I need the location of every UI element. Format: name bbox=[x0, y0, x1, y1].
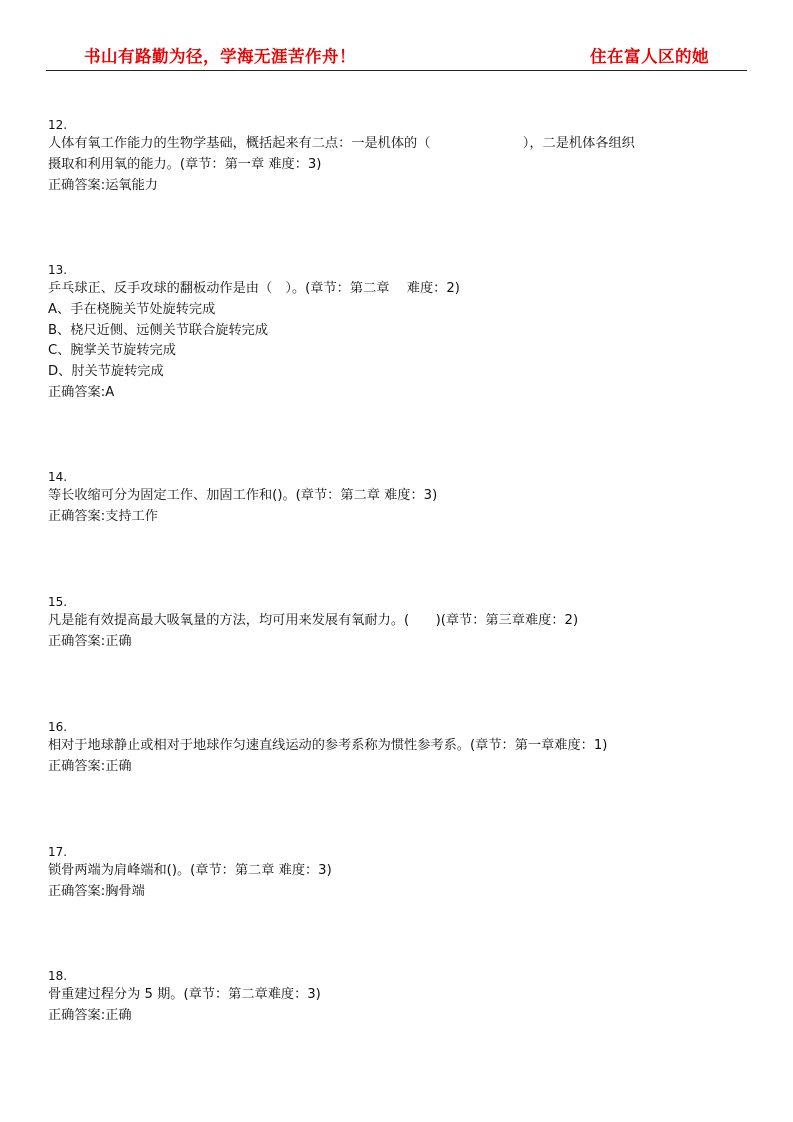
question-stem: 相对于地球静止或相对于地球作匀速直线运动的参考系称为惯性参考系。(章节：第一章难度：1) bbox=[48, 738, 608, 753]
question-stem: 锁骨两端为肩峰端和()。(章节：第二章 难度：3) bbox=[48, 863, 332, 878]
question-13 bbox=[48, 261, 758, 404]
answer: 正确答案:正确 bbox=[48, 758, 132, 774]
answer: 正确答案:A bbox=[48, 384, 115, 400]
question-17 bbox=[48, 843, 758, 903]
question-number: 13. bbox=[48, 263, 68, 277]
header-motto: 书山有路勤为径，学海无涯苦作舟！ bbox=[84, 47, 356, 66]
question-15 bbox=[48, 593, 758, 653]
page-header bbox=[46, 40, 747, 71]
question-stem-continued: 摄取和利用氧的能力。(章节：第一章 难度：3) bbox=[48, 156, 322, 172]
answer: 正确答案:正确 bbox=[48, 1007, 132, 1023]
answer: 正确答案:支持工作 bbox=[48, 508, 158, 524]
question-14 bbox=[48, 468, 758, 528]
question-number: 14. bbox=[48, 470, 68, 484]
option-c: C、腕掌关节旋转完成 bbox=[48, 343, 176, 359]
question-number: 16. bbox=[48, 720, 68, 734]
question-stem: 等长收缩可分为固定工作、加固工作和()。(章节：第二章 难度：3) bbox=[48, 488, 438, 503]
question-stem: 骨重建过程分为 5 期。(章节：第二章难度：3) bbox=[48, 987, 321, 1002]
question-number: 15. bbox=[48, 595, 68, 609]
question-number: 12. bbox=[48, 118, 68, 132]
option-a: A、手在桡腕关节处旋转完成 bbox=[48, 301, 216, 317]
question-12 bbox=[48, 116, 758, 196]
question-16 bbox=[48, 718, 758, 778]
question-stem: 人体有氧工作能力的生物学基础，概括起来有二点：一是机体的（ ），二是机体各组织 bbox=[48, 136, 635, 151]
question-number: 18. bbox=[48, 969, 68, 983]
option-b: B、桡尺近侧、远侧关节联合旋转完成 bbox=[48, 322, 269, 338]
option-d: D、肘关节旋转完成 bbox=[48, 364, 164, 380]
question-18 bbox=[48, 967, 758, 1027]
answer: 正确答案:运氧能力 bbox=[48, 177, 158, 193]
question-stem: 乒乓球正、反手攻球的翻板动作是由（ ）。(章节：第二章 难度：2) bbox=[48, 281, 460, 296]
answer: 正确答案:正确 bbox=[48, 633, 132, 649]
question-number: 17. bbox=[48, 845, 68, 859]
header-author: 住在富人区的她 bbox=[590, 47, 709, 66]
question-stem: 凡是能有效提高最大吸氧量的方法，均可用来发展有氧耐力。( )(章节：第三章难度：2) bbox=[48, 613, 579, 628]
answer: 正确答案:胸骨端 bbox=[48, 883, 145, 899]
